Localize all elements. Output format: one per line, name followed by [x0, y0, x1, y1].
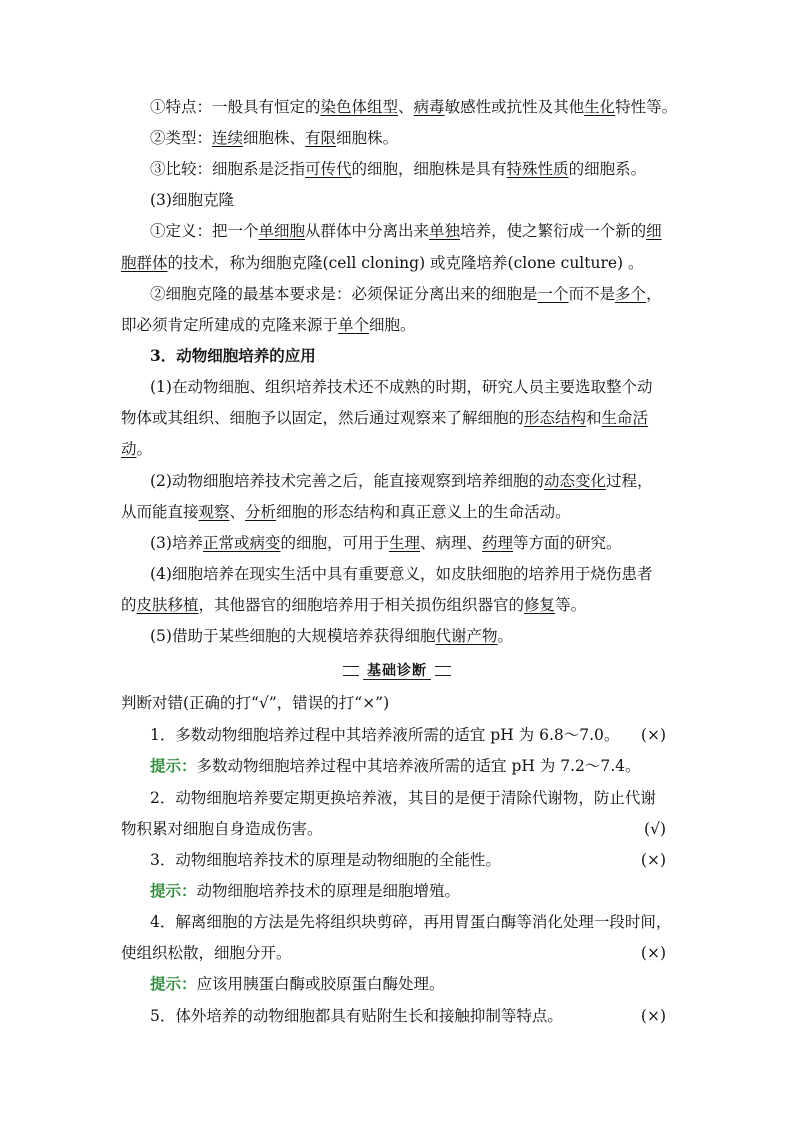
app1-line-3: 动。 [121, 440, 153, 458]
app3-line: (3)培养正常或病变的细胞，可用于生理、病理、药理等方面的研究。 [150, 534, 622, 552]
question-2-line-1: 2．动物细胞培养要定期更换培养液，其目的是便于清除代谢物，防止代谢 [150, 789, 656, 807]
subheading-cell-clone: (3)细胞克隆 [150, 191, 234, 209]
hint-1: 提示：多数动物细胞培养过程中其培养液所需的适宜 pH 为 7.2～7.4。 [150, 756, 641, 775]
judge-instructions: 判断对错(正确的打“√”，错误的打“×”) [121, 694, 390, 712]
answer-mark: (√) [644, 820, 666, 838]
app2-line-1: (2)动物细胞培养技术完善之后，能直接观察到培养细胞的动态变化过程， [150, 472, 653, 490]
app2-line-2: 从而能直接观察、分析细胞的形态结构和真正意义上的生命活动。 [121, 503, 571, 521]
question-4-line-1: 4．解离细胞的方法是先将组织块剪碎，再用胃蛋白酶等消化处理一段时间， [150, 913, 672, 931]
heading-applications: 3．动物细胞培养的应用 [150, 346, 316, 365]
app5-line: (5)借助于某些细胞的大规模培养获得细胞代谢产物。 [150, 627, 513, 645]
app4-line-1: (4)细胞培养在现实生活中具有重要意义，如皮肤细胞的培养用于烧伤患者 [150, 565, 653, 583]
type-line: ②类型：连续细胞株、有限细胞株。 [150, 129, 399, 147]
hint-4: 提示：应该用胰蛋白酶或胶原蛋白酶处理。 [150, 974, 445, 993]
answer-mark: (×) [640, 851, 666, 869]
question-1: 1．多数动物细胞培养过程中其培养液所需的适宜 pH 为 6.8～7.0。 (×) [150, 726, 666, 744]
compare-line: ③比较：细胞系是泛指可传代的细胞，细胞株是具有特殊性质的细胞系。 [150, 160, 647, 178]
trait-line: ①特点：一般具有恒定的染色体组型、病毒敏感性或抗性及其他生化特性等。 [150, 98, 678, 116]
hint-3: 提示：动物细胞培养技术的原理是细胞增殖。 [150, 881, 461, 900]
app1-line-1: (1)在动物细胞、组织培养技术还不成熟的时期，研究人员主要选取整个动 [150, 378, 653, 396]
answer-mark: (×) [640, 1007, 666, 1025]
answer-mark: (×) [640, 726, 666, 744]
answer-mark: (×) [640, 944, 666, 962]
question-2-line-2: 物积累对细胞自身造成伤害。 (√) [121, 820, 666, 838]
section-title: 基础诊断 [0, 660, 794, 680]
definition-line-2: 胞群体的技术，称为细胞克隆(cell cloning) 或克隆培养(clone culture) 。 [121, 254, 644, 272]
question-4-line-2: 使组织松散，细胞分开。 (×) [121, 944, 666, 962]
definition-line-1: ①定义：把一个单细胞从群体中分离出来单独培养，使之繁衍成一个新的细 [150, 222, 662, 240]
question-5: 5．体外培养的动物细胞都具有贴附生长和接触抑制等特点。 (×) [150, 1007, 666, 1025]
requirement-line-1: ②细胞克隆的最基本要求是：必须保证分离出来的细胞是一个而不是多个， [150, 285, 662, 303]
app4-line-2: 的皮肤移植，其他器官的细胞培养用于相关损伤组织器官的修复等。 [121, 596, 587, 614]
app1-line-2: 物体或其组织、细胞予以固定，然后通过观察来了解细胞的形态结构和生命活 [121, 409, 649, 427]
requirement-line-2: 即必须肯定所建成的克隆来源于单个细胞。 [121, 316, 416, 334]
question-3: 3．动物细胞培养技术的原理是动物细胞的全能性。 (×) [150, 851, 666, 869]
